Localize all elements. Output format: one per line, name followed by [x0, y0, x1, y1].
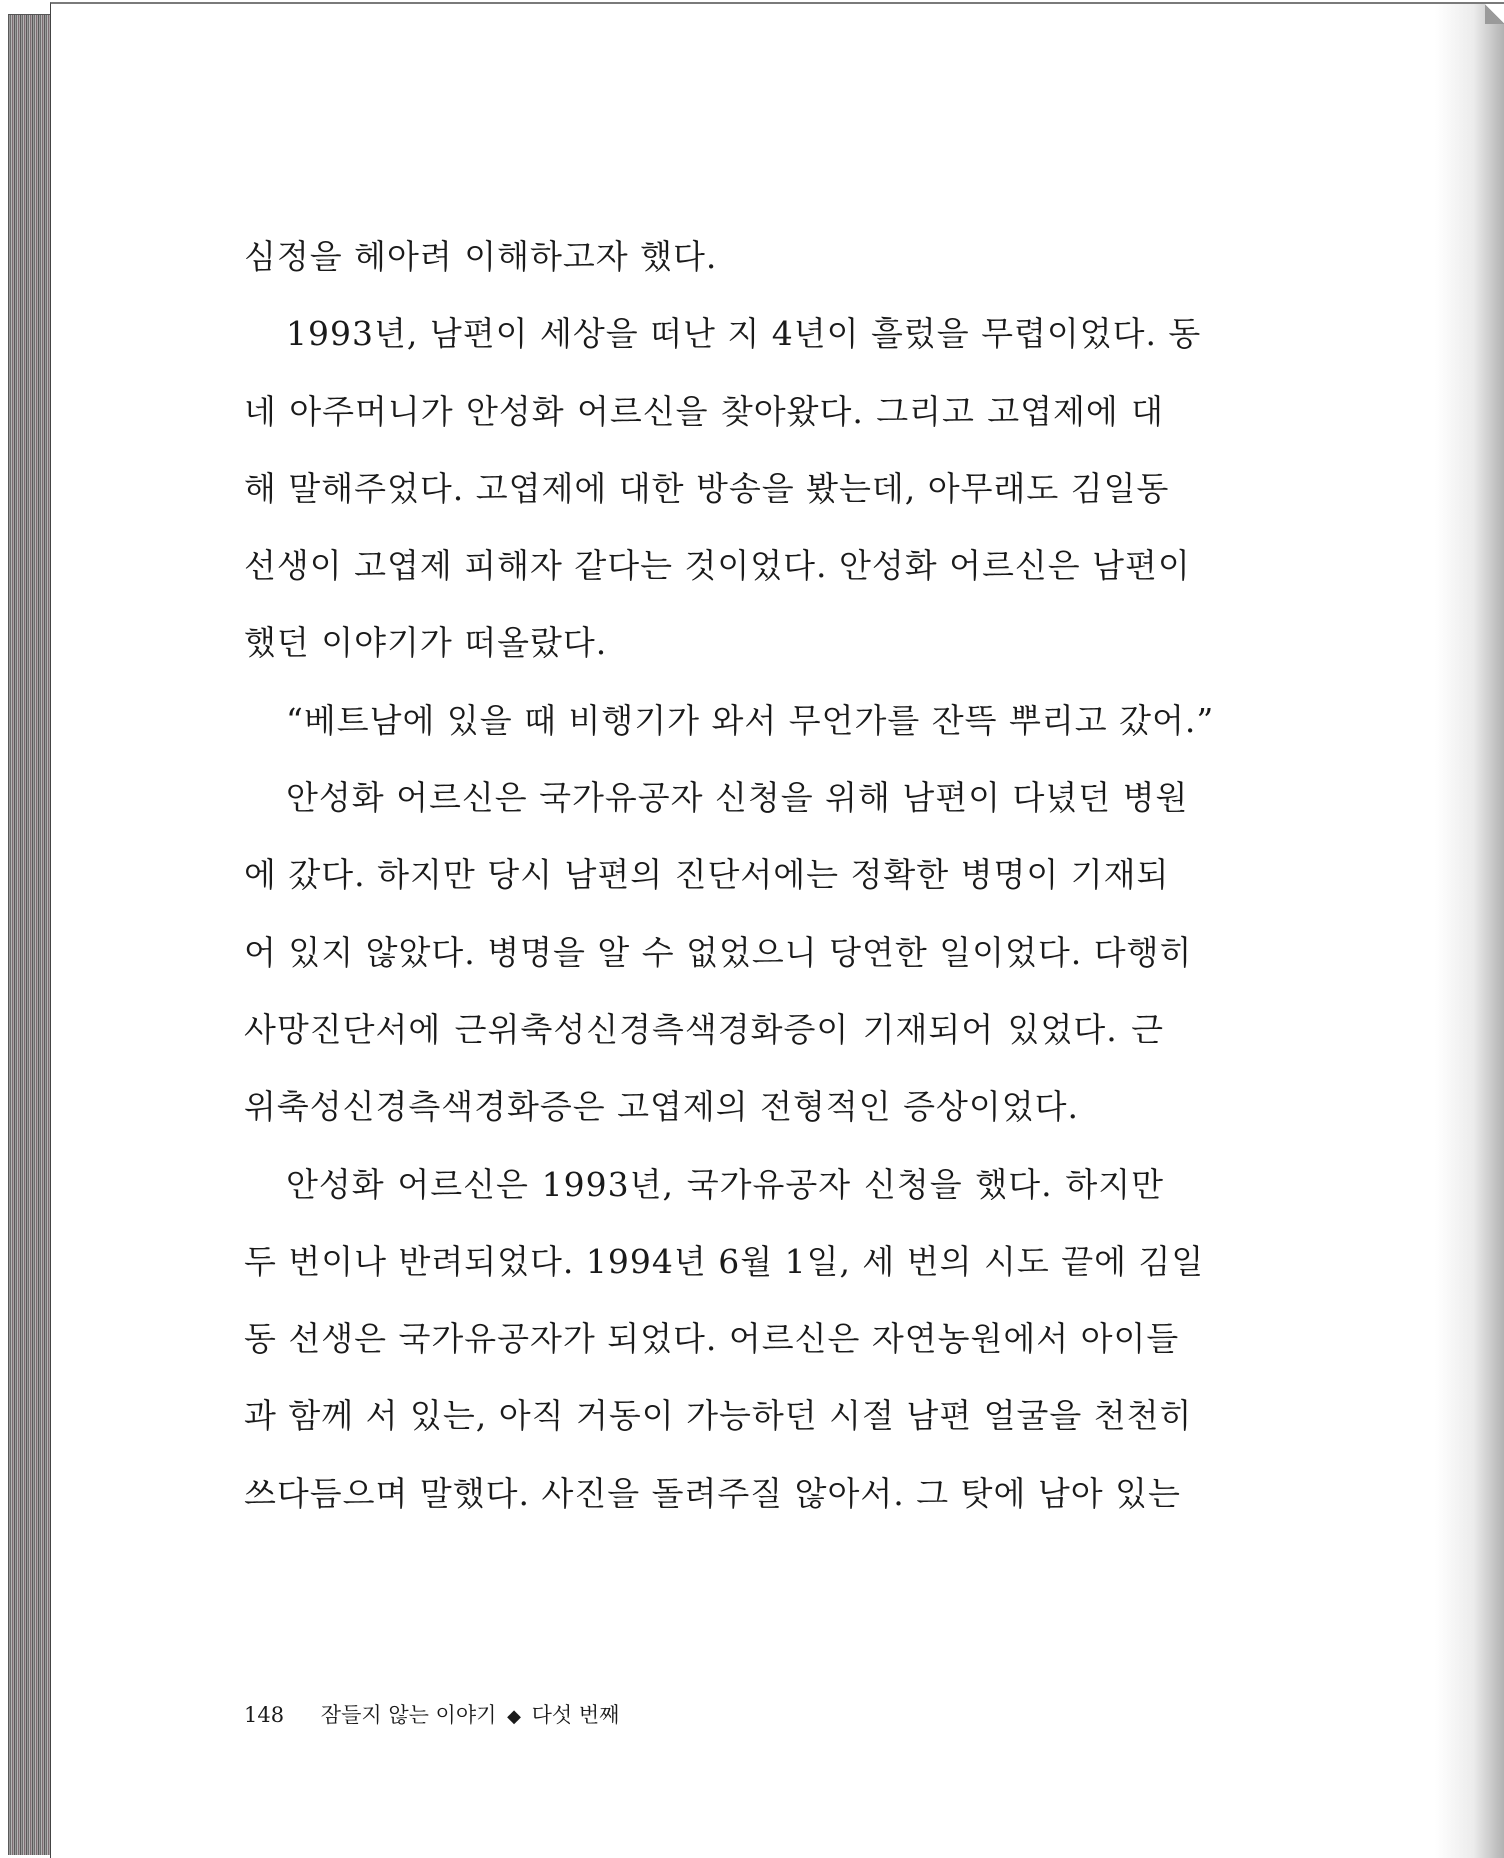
text-line: 위축성신경측색경화증은 고엽제의 전형적인 증상이었다.	[244, 1087, 1080, 1127]
text-line: 과 함께 서 있는, 아직 거동이 가능하던 시절 남편 얼굴을 천천히	[244, 1396, 1193, 1436]
text-line: 안성화 어르신은 1993년, 국가유공자 신청을 했다. 하지만	[286, 1164, 1164, 1204]
text-line: 동 선생은 국가유공자가 되었다. 어르신은 자연농원에서 아이들	[244, 1319, 1180, 1359]
text-line: 네 아주머니가 안성화 어르신을 찾아왔다. 그리고 고엽제에 대	[244, 391, 1164, 431]
book-title: 잠들지 않는 이야기	[320, 1703, 497, 1727]
diamond-separator-icon: ◆	[507, 1706, 521, 1727]
text-line: 심정을 헤아려 이해하고자 했다.	[244, 237, 718, 276]
quote-line: “베트남에 있을 때 비행기가 와서 무언가를 잔뜩 뿌리고 갔어.”	[286, 700, 1215, 740]
text-line: 안성화 어르신은 국가유공자 신청을 위해 남편이 다녔던 병원	[286, 778, 1189, 818]
text-line: 에 갔다. 하지만 당시 남편의 진단서에는 정확한 병명이 기재되	[244, 855, 1170, 895]
page-corner	[1485, 4, 1504, 24]
text-line: 쓰다듬으며 말했다. 사진을 돌려주질 않아서. 그 탓에 남아 있는	[244, 1473, 1181, 1513]
text-line: 해 말해주었다. 고엽제에 대한 방송을 봤는데, 아무래도 김일동	[244, 468, 1170, 508]
text-line: 어 있지 않았다. 병명을 알 수 없었으니 당연한 일이었다. 다행히	[244, 932, 1193, 972]
page-number: 148	[244, 1703, 285, 1727]
page-stack-edges	[8, 14, 52, 1855]
text-line: 두 번이나 반려되었다. 1994년 6월 1일, 세 번의 시도 끝에 김일	[244, 1241, 1205, 1281]
text-line: 1993년, 남편이 세상을 떠난 지 4년이 흘렀을 무렵이었다. 동	[286, 314, 1202, 354]
page-footer	[244, 1699, 619, 1729]
text-line: 했던 이야기가 떠올랐다.	[244, 623, 608, 663]
text-line: 선생이 고엽제 피해자 같다는 것이었다. 안성화 어르신은 남편이	[244, 546, 1191, 586]
chapter-label: 다섯 번째	[531, 1703, 620, 1727]
text-line: 사망진단서에 근위축성신경측색경화증이 기재되어 있었다. 근	[244, 1009, 1164, 1049]
page-curl-shadow	[1435, 4, 1504, 1858]
body-text	[244, 218, 1215, 1532]
